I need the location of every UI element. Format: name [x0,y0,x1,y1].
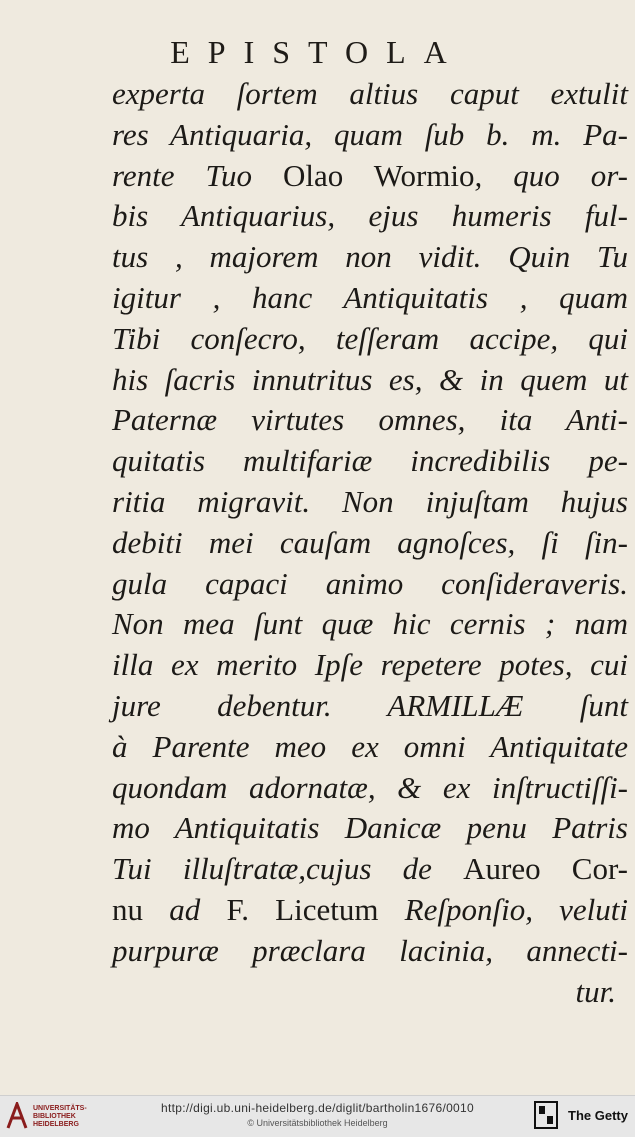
text-line [112,441,628,482]
text-segment: caput [449,76,551,111]
text-segment: à Parente meo ex omni Antiquitate [112,728,628,764]
text-segment: igitur , hanc Antiquitatis , quam [112,279,628,315]
text-segment: illa ex merito Ipſe repetere potes, cui [112,647,628,683]
text-segment: purpuræ præclara lacinia, annecti- [112,932,628,968]
text-segment: debiti mei cauſam agnoſces, ſi ſin- [112,524,628,560]
text-segment: Paternæ virtutes omnes, ita Anti- [112,402,628,438]
text-segment: Tui illuſtratæ,cujus de [112,851,464,887]
text-line [112,931,628,972]
getty-logo-icon [534,1101,558,1129]
text-line [112,360,628,401]
text-segment: F. Licetum [226,891,405,927]
text-line [112,115,628,156]
text-segment: mo Antiquitatis Danicæ penu Patris [112,810,628,846]
text-line [112,74,628,115]
text-line [112,604,628,645]
body-text [112,74,628,1012]
text-line [112,972,628,1013]
text-segment: quondam adornatæ, & ex inſtructiſſi- [112,769,628,805]
text-line [112,808,628,849]
getty-label[interactable]: The Getty [568,1108,628,1123]
text-segment: tus , majorem non vidit. Quin Tu [112,239,628,275]
copyright-text: © Universitätsbibliothek Heidelberg [247,1118,388,1128]
text-segment: bis Antiquarius, ejus humeris ful- [112,198,628,234]
text-line [112,564,628,605]
text-segment: ad [169,891,227,927]
text-line [112,482,628,523]
text-segment: tur. [575,973,616,1009]
text-segment: ritia migravit. Non injuſtam hujus [112,483,628,519]
permalink[interactable]: http://digi.ub.uni-heidelberg.de/diglit/bartholin1676/0010 [161,1101,474,1115]
text-segment: Non mea ſunt quæ hic cernis ; nam [112,606,628,642]
text-segment: res Antiquaria, quam ſub b. m. Pa- [112,116,628,152]
text-segment: his ſacris innutritus es, & in quem ut [112,361,628,397]
text-segment: rente Tuo [112,157,284,193]
text-line [112,319,628,360]
text-segment: Aureo Cor- [463,851,628,887]
running-title: EPISTOLA [170,34,465,70]
text-segment: gula capaci animo conſideraveris. [112,565,628,601]
text-line [112,278,628,319]
text-segment: Olao Wormio [283,157,475,193]
text-line [112,849,628,890]
text-line [112,890,628,931]
text-segment: experta [112,76,237,111]
text-segment: ſortem [236,76,350,111]
library-name: UNIVERSITÄTS- BIBLIOTHEK HEIDELBERG [33,1105,87,1128]
text-segment: nu [112,891,170,927]
text-line [112,156,628,197]
text-line [112,523,628,564]
text-segment: Reſponſio, veluti [404,891,629,927]
text-line [112,686,628,727]
viewer-footer [0,1095,635,1137]
text-line [112,768,628,809]
text-segment: , quo or- [474,157,628,193]
text-line [112,645,628,686]
text-line [112,237,628,278]
text-line [112,727,628,768]
text-line [112,400,628,441]
text-segment: altius [349,76,450,111]
text-segment: quitatis multifariæ incredibilis pe- [112,443,628,479]
text-segment: Tibi conſecro, teſſeram accipe, qui [112,320,628,356]
text-line [112,196,628,237]
text-segment: jure debentur. ARMILLÆ ſunt [112,687,628,723]
text-segment: extulit [550,76,629,111]
